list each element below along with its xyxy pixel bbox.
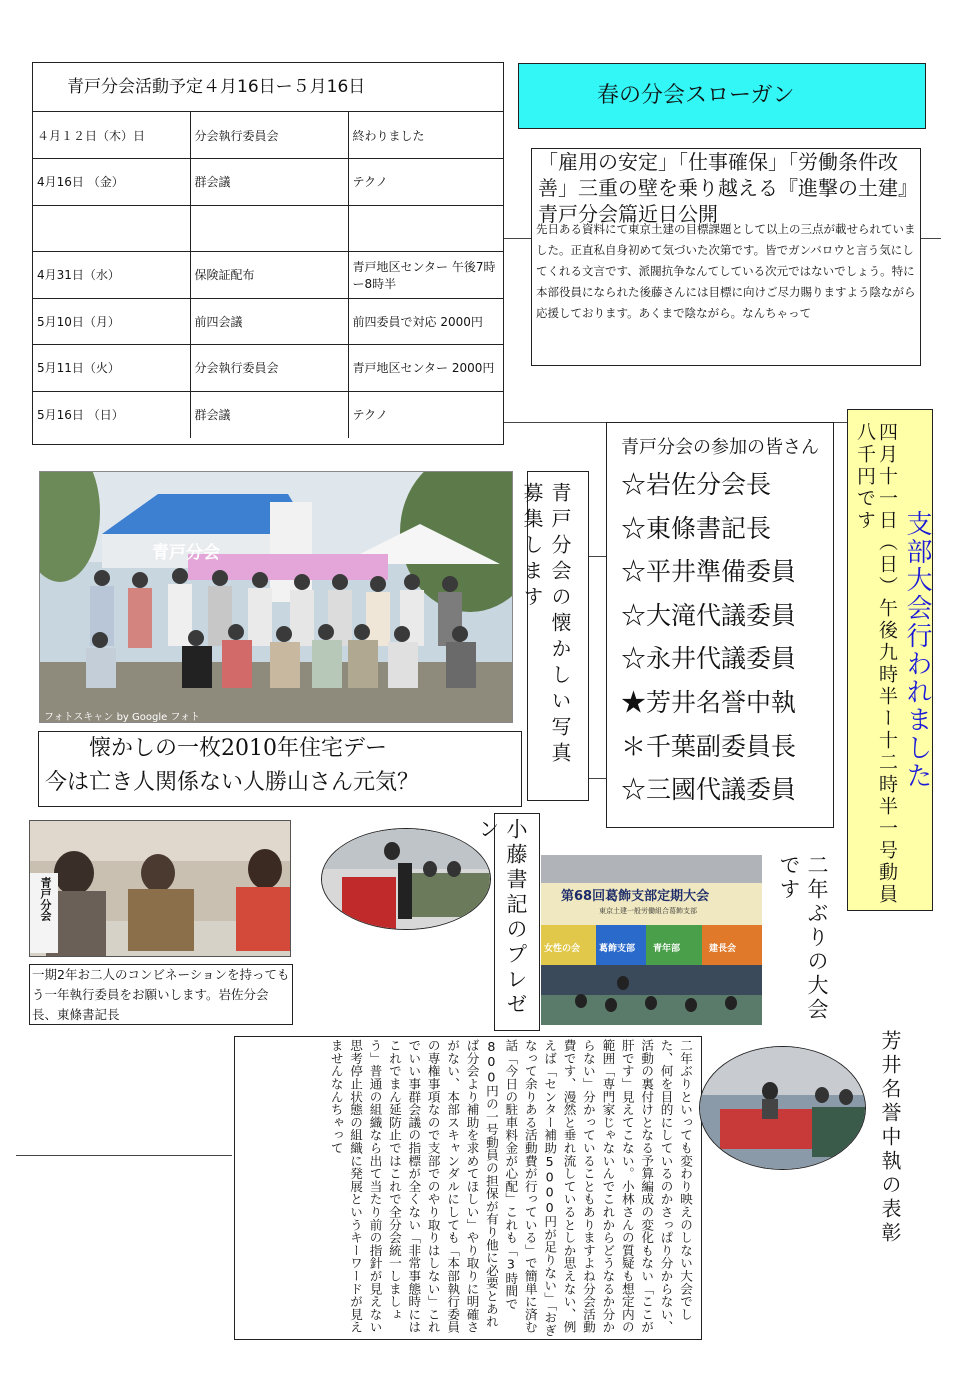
connector-line xyxy=(834,422,847,423)
schedule-event: 分会執行委員会 xyxy=(190,345,348,392)
photo-watermark: フォトスキャン by Google フォト xyxy=(44,712,200,723)
photo-recruit-notice: 青戸分会の懐かしい写真募集します xyxy=(527,471,589,801)
photo-caption xyxy=(38,731,522,807)
schedule-event: 前四会議 xyxy=(190,298,348,345)
schedule-note xyxy=(348,205,503,252)
connector-line xyxy=(589,778,606,779)
slogan-title: 春の分会スローガン xyxy=(518,63,926,129)
connector-line xyxy=(16,1155,232,1156)
schedule-note: テクノ xyxy=(348,159,503,206)
schedule-note: 青戸地区センター 午後7時ー8時半 xyxy=(348,252,503,299)
schedule-event: 保険証配布 xyxy=(190,252,348,299)
desk-sign: 青戸分会 xyxy=(39,877,52,921)
hall-banner: 第68回葛飾支部定期大会 xyxy=(561,889,710,904)
schedule-note: 終わりました xyxy=(348,112,503,159)
convention-article: 二年ぶりといっても変わり映えのしない大会でした、何を目的にしているのかさっぱり分からない、活動の裏付けとなる予算編成の変化もない「ここが肝です」見えてこない。小林さんの質疑も想定内の範囲「専門家じゃないんでこれからどうなるか分からない」分かっていることもありますよね分会活動費です、漫然と垂れ流しているとしか思えない、例えば「センター補助5000円が足りない」「おぎなって余りある活動費が行っている」で簡単に済む話「今日の駐車料金が心配」これも「3時間で800円の一号動員の担保が有り他に必要とあれば分会より補助を求めてほしい」やり取りに明確さがない、本部スキャンダルにしても「本部執行委員の専権事項なので支部でのやり取りはしない」これでいい事群会議の指標が全くない「非常事態時にはこれでまん延防止ではこれで全分会統一しましょう」普通の組織なら出て当たり前の指針が見えない思考停止状態の組織に発展というキーワードが見えませんなんちゃって xyxy=(234,1036,702,1340)
schedule-row xyxy=(33,159,503,206)
schedule-table xyxy=(32,62,504,445)
hall-label: 葛飾支部 xyxy=(599,944,636,954)
schedule-row xyxy=(33,205,503,252)
convention-title: 支部大会行われました xyxy=(902,510,932,790)
participant-item: ☆永井代議委員 xyxy=(621,644,797,674)
convention-hall-photo xyxy=(541,855,762,1025)
connector-line xyxy=(589,556,606,557)
award-label: 芳井名誉中執の表彰 xyxy=(878,1030,902,1246)
photo-banner: 青戸分会 xyxy=(152,543,220,563)
participant-item: ☆大滝代議委員 xyxy=(621,600,797,630)
schedule-event: 群会議 xyxy=(190,391,348,438)
schedule-date: ４月１２日（木）日 xyxy=(33,112,190,159)
convention-date: 四月十一日（日）午後九時半ー十二時半一号動員八千円です xyxy=(854,422,898,906)
schedule-note: 前四委員で対応 2000円 xyxy=(348,298,503,345)
slogan-headline: 「雇用の安定」「仕事確保」「労働条件改善」三重の壁を乗り越える『進撃の土建』青戸分会篇近日公開 xyxy=(538,150,918,226)
participants-list xyxy=(606,422,834,828)
schedule-date: 4月16日 （金） xyxy=(33,159,190,206)
caption-line-2: 今は亡き人関係ない人勝山さん元気？ xyxy=(45,770,420,795)
schedule-title: 青戸分会活動予定４月16日ー５月16日 xyxy=(33,63,503,112)
participant-item: ☆東條書記長 xyxy=(621,513,772,543)
schedule-event xyxy=(190,205,348,252)
group-photo xyxy=(39,471,513,723)
schedule-note: テクノ xyxy=(348,391,503,438)
schedule-row xyxy=(33,298,503,345)
schedule-row xyxy=(33,345,503,392)
participant-item: ☆三國代議委員 xyxy=(621,775,797,805)
connector-line xyxy=(504,238,531,239)
slogan-box xyxy=(531,148,921,366)
branch-convention-box xyxy=(847,409,933,911)
slogan-body: 先日ある資料にて東京土建の目標課題として以上の三点が載せられていました。正直私自身初めて気づいた次第です。皆でガンバロウと言う気にしてくれる文言です、派閥抗争なんてしている次元ではないでしょう。特に本部役員になられた後藤さんには目標に向けご尽力賜りますよう陰ながら応援しております。あくまで陰ながら。なんちゃって xyxy=(536,222,916,320)
caption-line-1: 懐かしの一枚2010年住宅デー xyxy=(89,736,387,761)
schedule-date: 5月10日（月） xyxy=(33,298,190,345)
schedule-row xyxy=(33,112,503,159)
presentation-photo xyxy=(321,828,491,930)
participant-item: ☆平井準備委員 xyxy=(621,557,797,587)
schedule-date: 5月11日（火） xyxy=(33,345,190,392)
convention-label: 二年ぶりの大会です xyxy=(777,854,829,1022)
schedule-row xyxy=(33,391,503,438)
schedule-row xyxy=(33,252,503,299)
connector-line xyxy=(921,238,941,239)
participant-item: ☆岩佐分会長 xyxy=(621,470,772,499)
officers-caption: 一期2年お二人のコンビネーションを持ってもう一年執行委員をお願いします。岩佐分会長、東條書記長 xyxy=(29,964,293,1025)
schedule-date xyxy=(33,205,190,252)
hall-label: 青年部 xyxy=(653,944,681,954)
participant-item: ＊千葉副委員長 xyxy=(621,731,797,761)
schedule-event: 分会執行委員会 xyxy=(190,112,348,159)
schedule-date: 4月31日（水） xyxy=(33,252,190,299)
schedule-date: 5月16日 （日） xyxy=(33,391,190,438)
hall-label: 女性の会 xyxy=(544,944,581,954)
officers-photo xyxy=(29,820,291,957)
award-photo xyxy=(699,1046,866,1170)
hall-banner-sub: 東京土建一般労働組合葛飾支部 xyxy=(599,907,697,915)
participant-item: ★芳井名誉中執 xyxy=(621,687,797,717)
connector-line xyxy=(504,422,606,423)
presentation-label: 小藤書記のプレゼン xyxy=(494,813,540,1031)
hall-label: 建長会 xyxy=(709,944,737,954)
schedule-event: 群会議 xyxy=(190,159,348,206)
schedule-note: 青戸地区センター 2000円 xyxy=(348,345,503,392)
participants-heading: 青戸分会の参加の皆さん xyxy=(621,437,819,458)
